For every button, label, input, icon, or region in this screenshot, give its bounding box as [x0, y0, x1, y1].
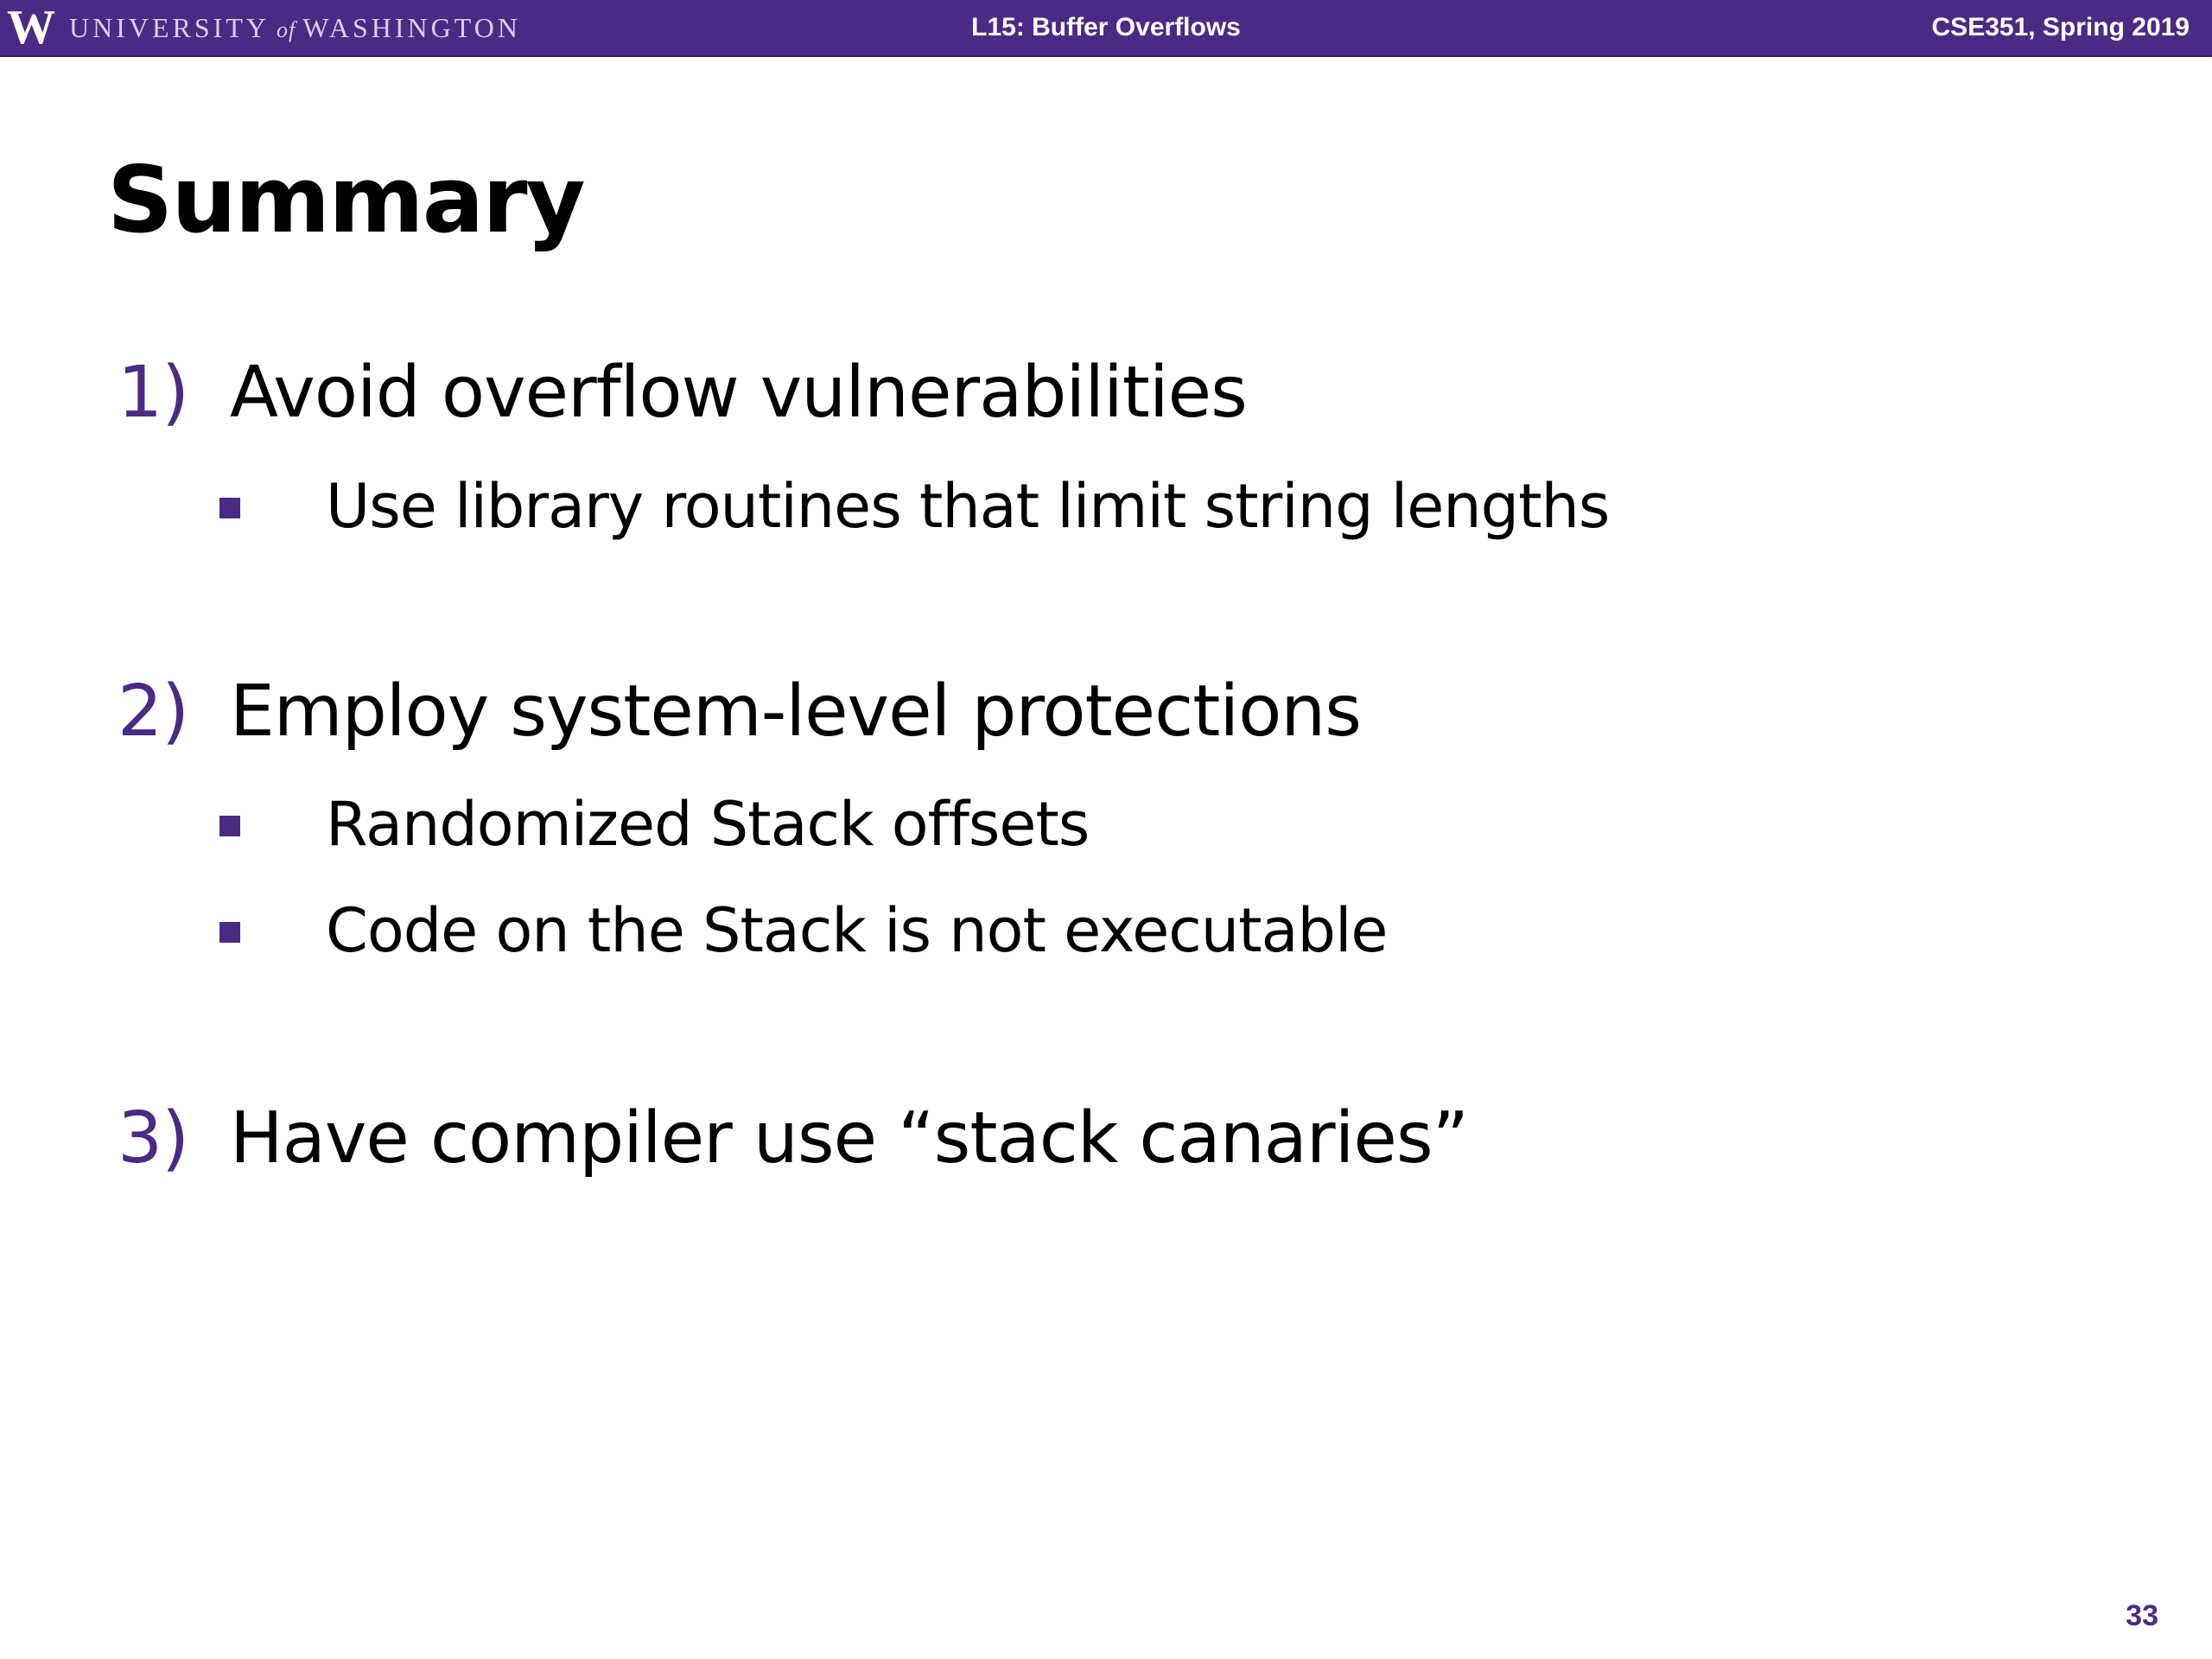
- square-bullet-icon: [219, 922, 240, 943]
- header-bar: [0, 0, 2212, 57]
- page-number: 33: [2126, 1599, 2158, 1632]
- list-item-1: [118, 350, 1247, 436]
- lecture-title: L15: Buffer Overflows: [971, 13, 1241, 41]
- university-name: UNIVERSITY of WASHINGTON: [69, 11, 521, 43]
- square-bullet-icon: [219, 498, 240, 518]
- list-item-2: [118, 669, 1361, 755]
- list-item-3: [118, 1096, 1468, 1182]
- square-bullet-icon: [219, 816, 240, 836]
- sub-item-text: Use library routines that limit string lengths: [326, 471, 1610, 542]
- list-item-text: Avoid overflow vulnerabilities: [230, 352, 1247, 434]
- course-label: CSE351, Spring 2019: [1931, 13, 2190, 41]
- list-item-text: Have compiler use “stack canaries”: [230, 1097, 1469, 1179]
- list-item-number: 1): [118, 352, 189, 434]
- list-item-number: 2): [118, 671, 189, 753]
- uw-w-logo-icon: W: [7, 1, 52, 54]
- list-item-text: Employ system-level protections: [230, 671, 1361, 753]
- slide-title: Summary: [107, 147, 584, 253]
- list-item-number: 3): [118, 1097, 189, 1179]
- sub-item-text: Code on the Stack is not executable: [326, 895, 1388, 966]
- sub-item-text: Randomized Stack offsets: [326, 789, 1090, 860]
